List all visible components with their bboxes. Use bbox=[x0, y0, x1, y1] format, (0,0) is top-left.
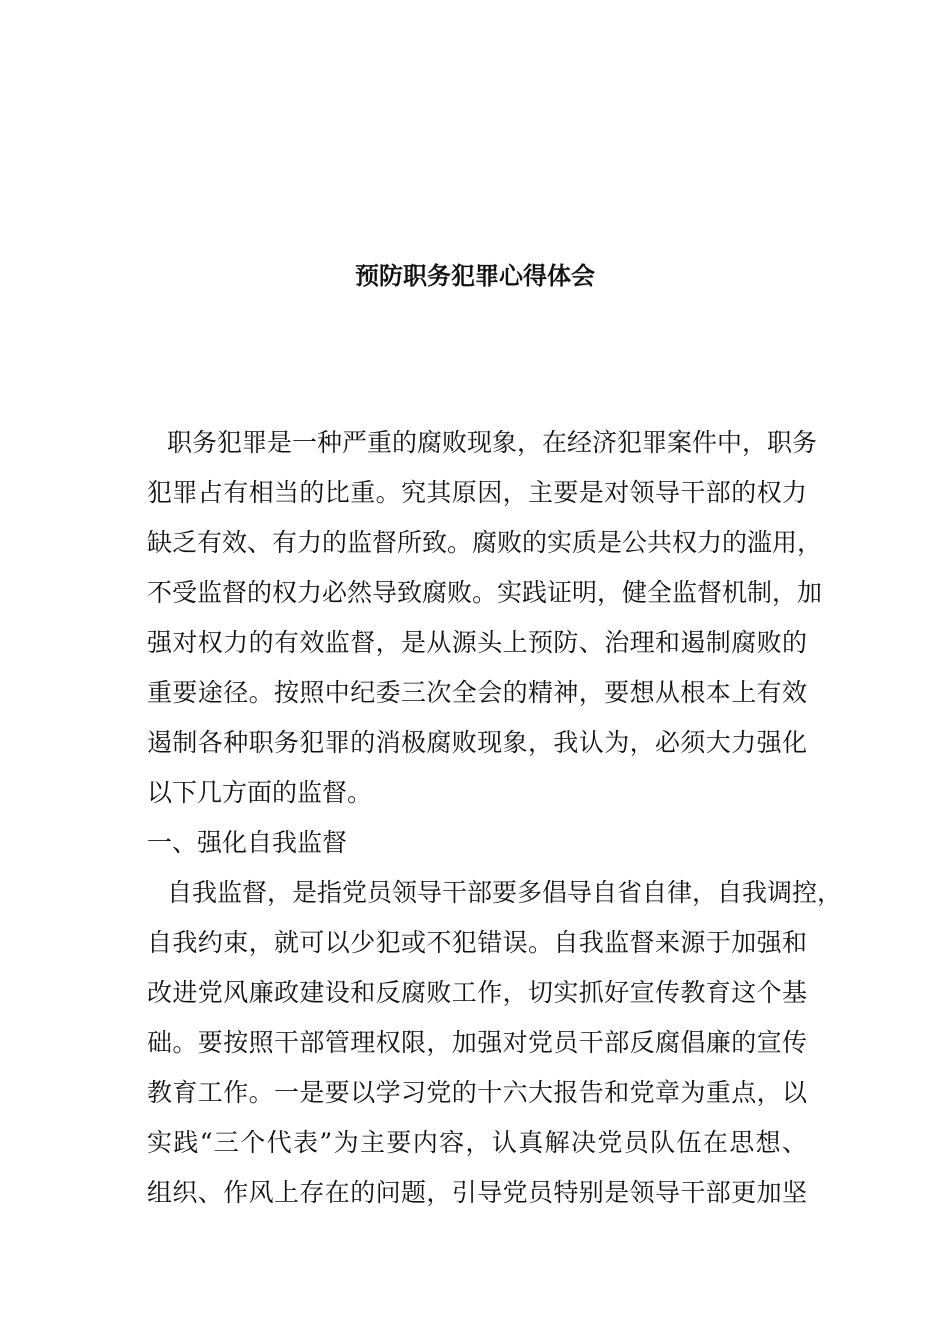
document-body bbox=[147, 418, 843, 1218]
paragraph-line: 犯罪占有相当的比重。究其原因，主要是对领导干部的权力 bbox=[147, 478, 807, 507]
paragraph-line: 教育工作。一是要以学习党的十六大报告和党章为重点，以 bbox=[147, 1078, 807, 1107]
paragraph-line: 强对权力的有效监督，是从源头上预防、治理和遏制腐败的 bbox=[147, 628, 807, 657]
paragraph-line: 职务犯罪是一种严重的腐败现象，在经济犯罪案件中，职务 bbox=[167, 428, 818, 457]
paragraph-line: 遏制各种职务犯罪的消极腐败现象，我认为，必须大力强化 bbox=[147, 728, 807, 757]
document-title: 预防职务犯罪心得体会 bbox=[355, 261, 595, 290]
paragraph-line: 缺乏有效、有力的监督所致。腐败的实质是公共权力的滥用， bbox=[147, 528, 823, 557]
paragraph-line: 组织、作风上存在的问题，引导党员特别是领导干部更加坚 bbox=[147, 1178, 807, 1207]
paragraph-line: 重要途径。按照中纪委三次全会的精神，要想从根本上有效 bbox=[147, 678, 807, 707]
paragraph-line: 改进党风廉政建设和反腐败工作，切实抓好宣传教育这个基 bbox=[147, 978, 807, 1007]
paragraph-line: 自我监督，是指党员领导干部要多倡导自省自律，自我调控， bbox=[167, 878, 843, 907]
section-heading: 一、强化自我监督 bbox=[147, 828, 348, 857]
paragraph-line: 以下几方面的监督。 bbox=[147, 778, 373, 807]
paragraph-line: 实践“三个代表”为主要内容，认真解决党员队伍在思想、 bbox=[147, 1128, 807, 1157]
paragraph-line: 础。要按照干部管理权限，加强对党员干部反腐倡廉的宣传 bbox=[147, 1028, 807, 1057]
paragraph-line: 不受监督的权力必然导致腐败。实践证明，健全监督机制，加 bbox=[147, 578, 823, 607]
paragraph-line: 自我约束，就可以少犯或不犯错误。自我监督来源于加强和 bbox=[147, 928, 807, 957]
